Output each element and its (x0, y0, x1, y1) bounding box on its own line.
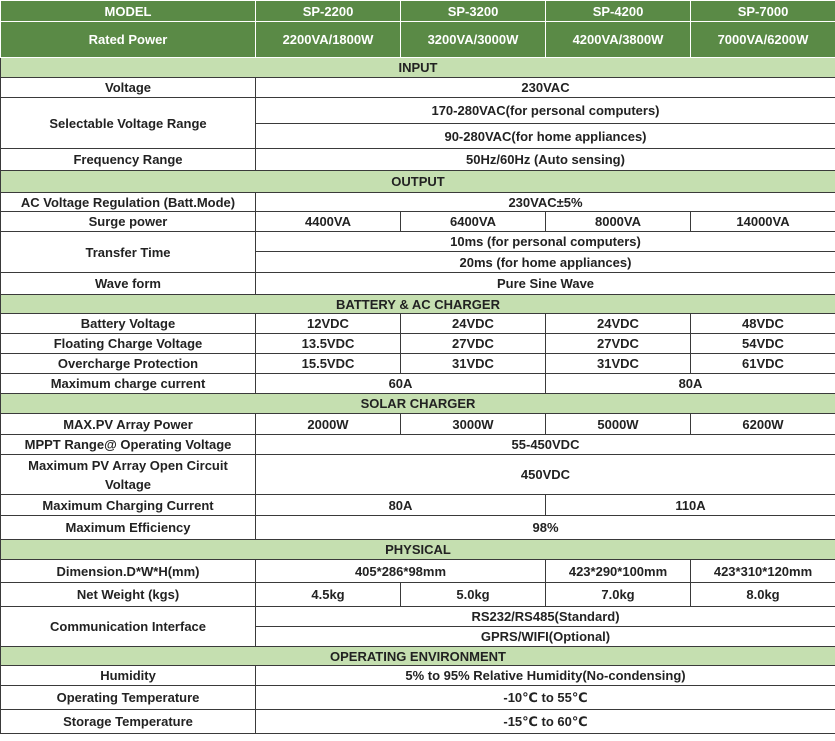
cell-value: 5000W (546, 414, 691, 435)
model-name: SP-7000 (691, 1, 835, 22)
row-label: Dimension.D*W*H(mm) (1, 560, 256, 583)
cell-value: -10℃ to 55℃ (256, 686, 835, 710)
section-title: INPUT (1, 58, 835, 78)
row-label: Communication Interface (1, 607, 256, 647)
table-row (1, 455, 835, 495)
rated-power-row (1, 22, 835, 58)
cell-value: 90-280VAC(for home appliances) (256, 124, 835, 149)
row-label: Transfer Time (1, 232, 256, 273)
table-row (1, 149, 835, 171)
section-solar (1, 394, 835, 414)
row-label: Floating Charge Voltage (1, 334, 256, 354)
cell-value: GPRS/WIFI(Optional) (256, 627, 835, 647)
section-input (1, 58, 835, 78)
table-row (1, 435, 835, 455)
section-title: BATTERY & AC CHARGER (1, 295, 835, 314)
table-row (1, 666, 835, 686)
row-label: Net Weight (kgs) (1, 583, 256, 607)
row-label: Maximum PV Array Open Circuit Voltage (1, 455, 256, 495)
row-label: Storage Temperature (1, 710, 256, 734)
table-row (1, 583, 835, 607)
cell-value: Pure Sine Wave (256, 273, 835, 295)
model-label: MODEL (1, 1, 256, 22)
row-label: Wave form (1, 273, 256, 295)
table-row (1, 414, 835, 435)
cell-value: 423*290*100mm (546, 560, 691, 583)
cell-value: 13.5VDC (256, 334, 401, 354)
cell-value: 4400VA (256, 212, 401, 232)
cell-value: 7.0kg (546, 583, 691, 607)
cell-value: 170-280VAC(for personal computers) (256, 98, 835, 124)
section-title: PHYSICAL (1, 540, 835, 560)
row-label: Selectable Voltage Range (1, 98, 256, 149)
table-row (1, 273, 835, 295)
cell-value: 61VDC (691, 354, 835, 374)
model-name: SP-2200 (256, 1, 401, 22)
row-label: AC Voltage Regulation (Batt.Mode) (1, 193, 256, 212)
row-label: Maximum Charging Current (1, 495, 256, 516)
rated-power-value: 7000VA/6200W (691, 22, 835, 58)
cell-value: 8.0kg (691, 583, 835, 607)
row-label: Maximum charge current (1, 374, 256, 394)
rated-power-value: 3200VA/3000W (401, 22, 546, 58)
table-row (1, 354, 835, 374)
row-label: MAX.PV Array Power (1, 414, 256, 435)
section-environment (1, 647, 835, 666)
table-row (1, 314, 835, 334)
cell-value: 230VAC (256, 78, 835, 98)
cell-value: 3000W (401, 414, 546, 435)
rated-power-label: Rated Power (1, 22, 256, 58)
table-row (1, 374, 835, 394)
section-output (1, 171, 835, 193)
cell-value: 60A (256, 374, 546, 394)
section-physical (1, 540, 835, 560)
row-label: Overcharge Protection (1, 354, 256, 374)
table-row (1, 686, 835, 710)
row-label: MPPT Range@ Operating Voltage (1, 435, 256, 455)
rated-power-value: 2200VA/1800W (256, 22, 401, 58)
table-row (1, 495, 835, 516)
row-label: Humidity (1, 666, 256, 686)
table-row (1, 98, 835, 124)
cell-value: 31VDC (546, 354, 691, 374)
cell-value: 10ms (for personal computers) (256, 232, 835, 252)
table-row (1, 710, 835, 734)
table-row (1, 212, 835, 232)
cell-value: 31VDC (401, 354, 546, 374)
table-row (1, 516, 835, 540)
section-title: OPERATING ENVIRONMENT (1, 647, 835, 666)
table-row (1, 560, 835, 583)
model-row (1, 1, 835, 22)
cell-value: 50Hz/60Hz (Auto sensing) (256, 149, 835, 171)
cell-value: 6200W (691, 414, 835, 435)
cell-value: 55-450VDC (256, 435, 835, 455)
cell-value: 5.0kg (401, 583, 546, 607)
table-row (1, 232, 835, 252)
cell-value: 423*310*120mm (691, 560, 835, 583)
table-row (1, 78, 835, 98)
cell-value: 80A (546, 374, 835, 394)
row-label: Voltage (1, 78, 256, 98)
model-name: SP-3200 (401, 1, 546, 22)
row-label: Maximum Efficiency (1, 516, 256, 540)
cell-value: 98% (256, 516, 835, 540)
section-battery (1, 295, 835, 314)
cell-value: 24VDC (401, 314, 546, 334)
table-row (1, 193, 835, 212)
row-label: Battery Voltage (1, 314, 256, 334)
cell-value: 5% to 95% Relative Humidity(No-condensing) (256, 666, 835, 686)
row-label: Surge power (1, 212, 256, 232)
cell-value: 230VAC±5% (256, 193, 835, 212)
row-label: Frequency Range (1, 149, 256, 171)
cell-value: 6400VA (401, 212, 546, 232)
model-name: SP-4200 (546, 1, 691, 22)
cell-value: RS232/RS485(Standard) (256, 607, 835, 627)
section-title: OUTPUT (1, 171, 835, 193)
table-row (1, 334, 835, 354)
cell-value: 27VDC (401, 334, 546, 354)
cell-value: 4.5kg (256, 583, 401, 607)
cell-value: 450VDC (256, 455, 835, 495)
row-label: Operating Temperature (1, 686, 256, 710)
cell-value: 24VDC (546, 314, 691, 334)
cell-value: 110A (546, 495, 835, 516)
cell-value: 27VDC (546, 334, 691, 354)
cell-value: 14000VA (691, 212, 835, 232)
cell-value: 12VDC (256, 314, 401, 334)
cell-value: 80A (256, 495, 546, 516)
cell-value: 48VDC (691, 314, 835, 334)
cell-value: 8000VA (546, 212, 691, 232)
cell-value: 15.5VDC (256, 354, 401, 374)
cell-value: 405*286*98mm (256, 560, 546, 583)
cell-value: 20ms (for home appliances) (256, 252, 835, 273)
cell-value: -15℃ to 60℃ (256, 710, 835, 734)
table-row (1, 607, 835, 627)
cell-value: 54VDC (691, 334, 835, 354)
section-title: SOLAR CHARGER (1, 394, 835, 414)
cell-value: 2000W (256, 414, 401, 435)
rated-power-value: 4200VA/3800W (546, 22, 691, 58)
